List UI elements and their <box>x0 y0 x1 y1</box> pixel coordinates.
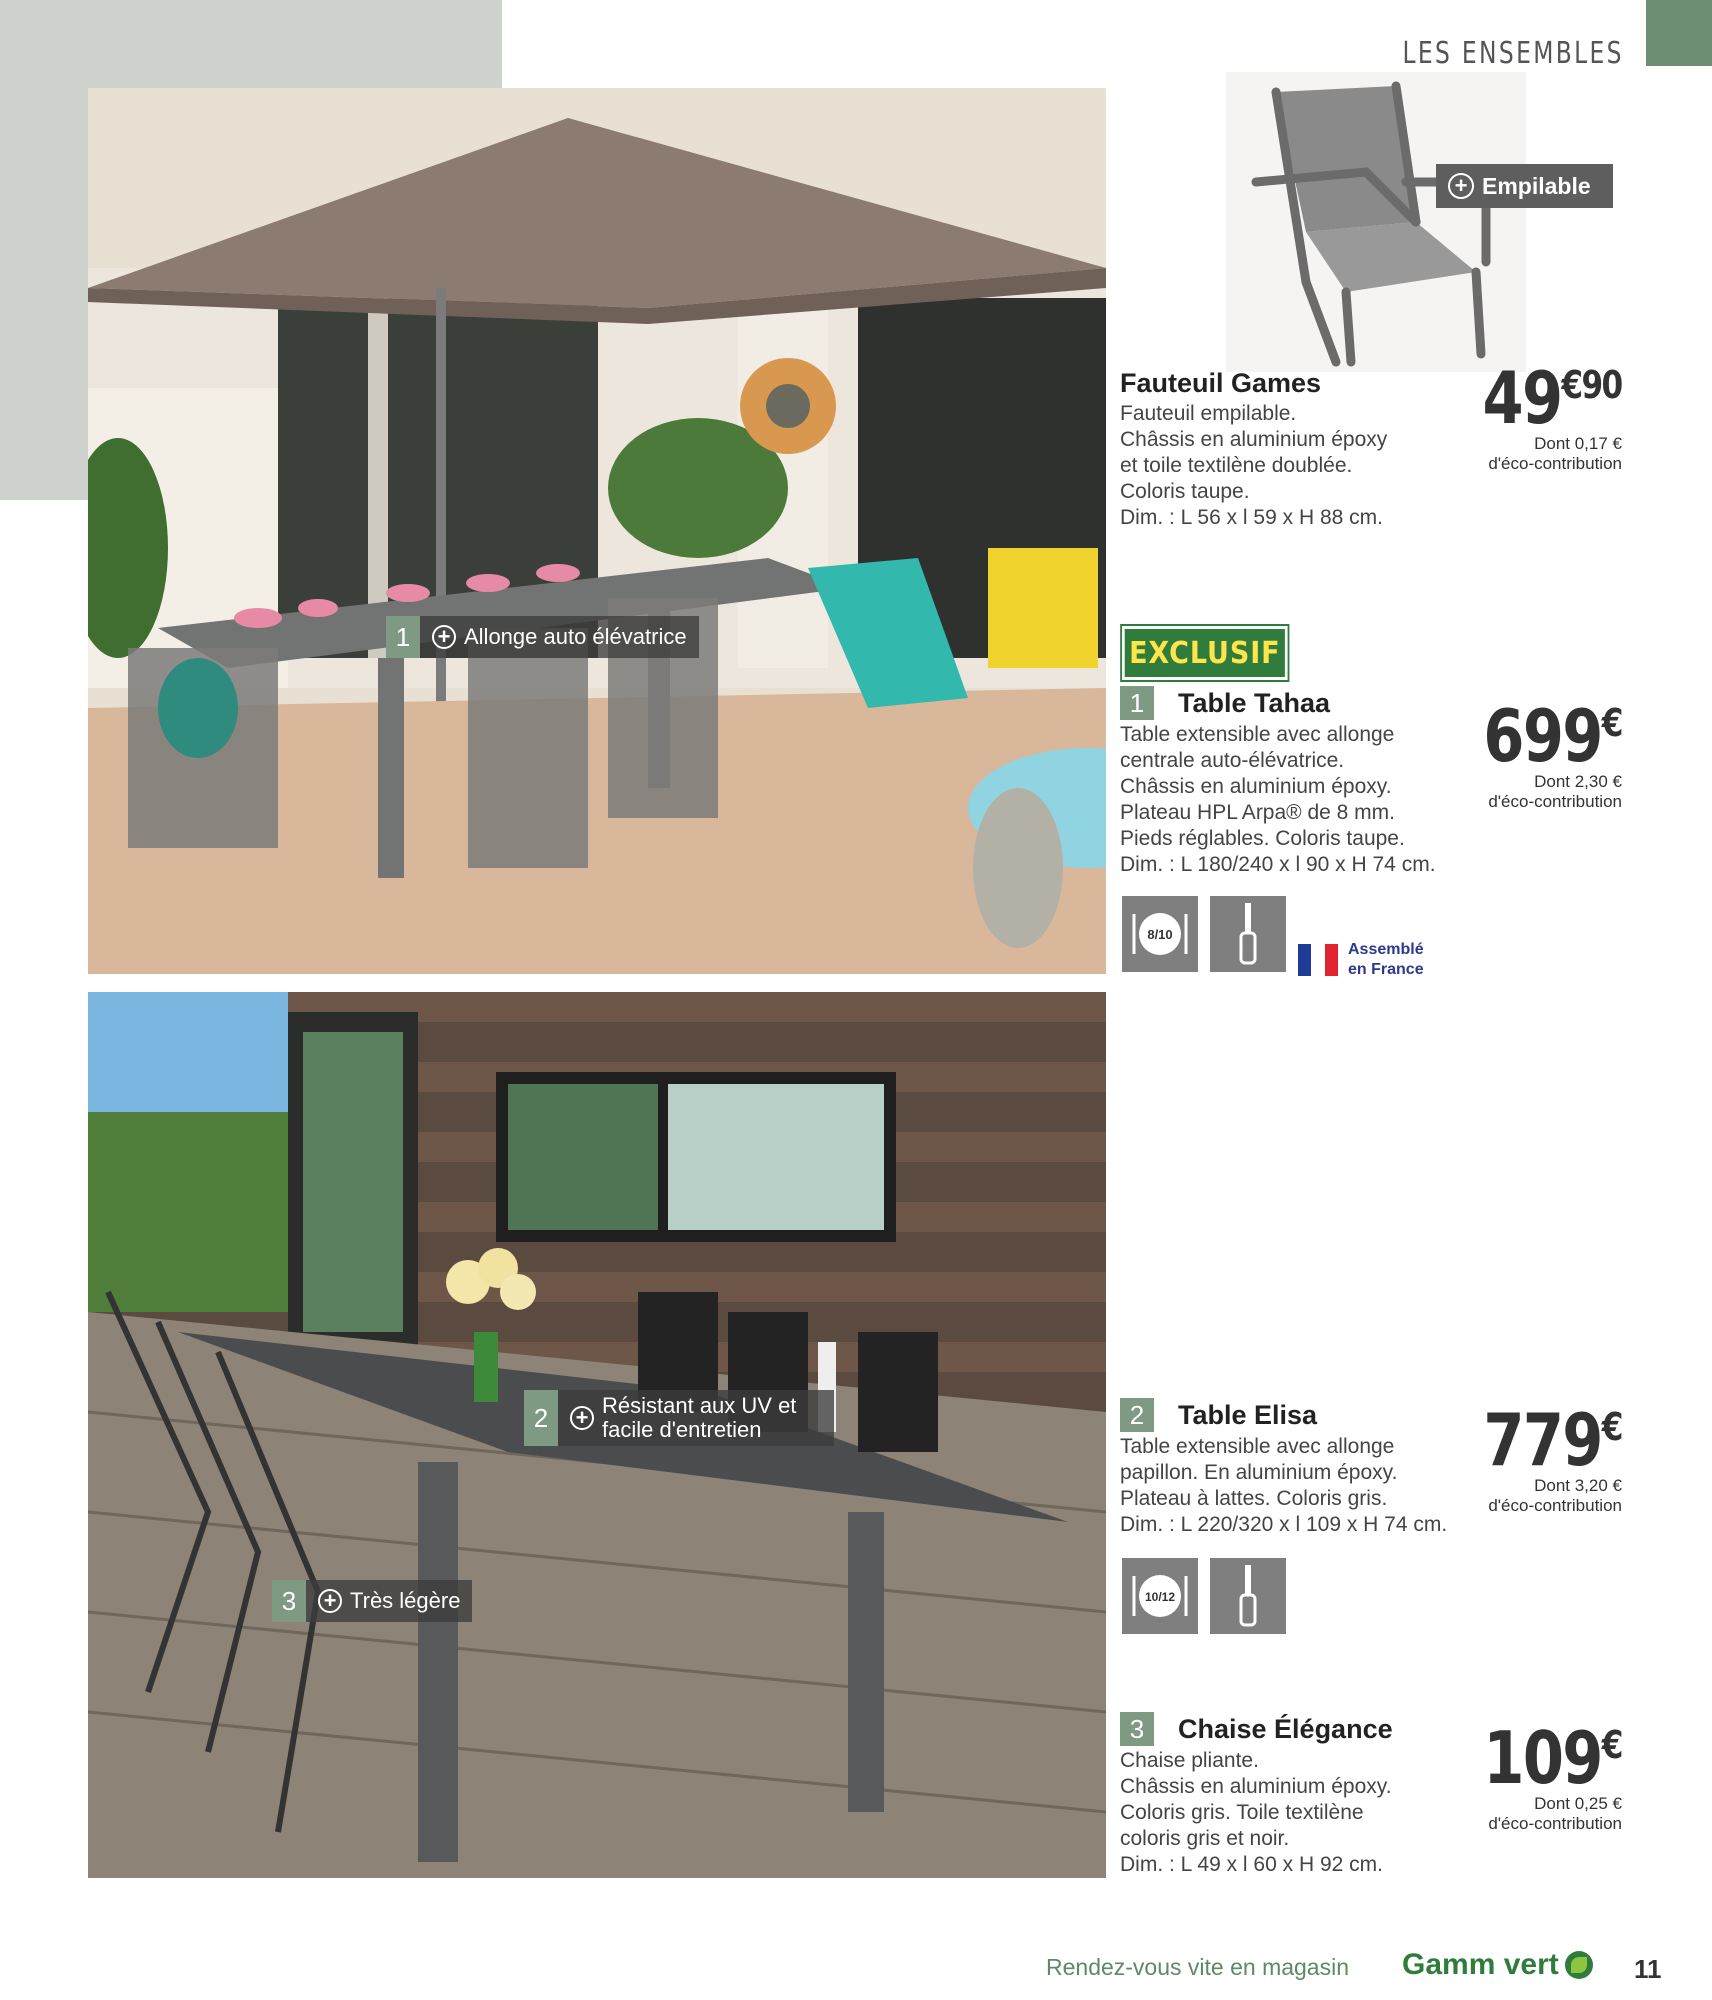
product-description <box>1120 722 1480 878</box>
product-chaise-elegance <box>1120 1712 1480 1878</box>
desc-line: centrale auto-élévatrice. <box>1120 749 1345 772</box>
eco-contribution-line: Dont 2,30 € <box>1534 772 1622 791</box>
desc-line: Chaise pliante. <box>1120 1749 1259 1772</box>
price-chaise-elegance <box>1453 1716 1622 1834</box>
exclusive-badge: EXCLUSIF <box>1122 626 1288 680</box>
screwdriver-icon <box>1210 1558 1286 1634</box>
product-table-elisa <box>1120 1398 1480 1538</box>
assembled-line: Assemblé <box>1348 941 1424 958</box>
product-description <box>1120 401 1480 531</box>
plus-icon: + <box>318 1589 342 1613</box>
screwdriver-icon <box>1210 896 1286 972</box>
desc-line: Pieds réglables. Coloris taupe. <box>1120 827 1405 850</box>
desc-line: papillon. En aluminium époxy. <box>1120 1461 1398 1484</box>
callout-uv-resistant <box>524 1390 834 1446</box>
photo-wooden-deck <box>88 992 1106 1878</box>
callout-number: 1 <box>386 616 420 658</box>
assembled-line: en France <box>1348 961 1424 978</box>
price-value: 779€ <box>1483 1398 1622 1482</box>
desc-line: Dim. : L 49 x l 60 x H 92 cm. <box>1120 1853 1383 1876</box>
eco-contribution-line: Dont 0,25 € <box>1534 1794 1622 1813</box>
product-description <box>1120 1434 1480 1538</box>
seats-text: 10/12 <box>1144 1590 1176 1604</box>
desc-line: Châssis en aluminium époxy. <box>1120 1775 1392 1798</box>
desc-line: et toile textilène doublée. <box>1120 454 1353 477</box>
eco-contribution-label: d'éco-contribution <box>1488 1814 1622 1833</box>
desc-line: Plateau HPL Arpa® de 8 mm. <box>1120 801 1395 824</box>
desc-line: Châssis en aluminium époxy. <box>1120 775 1392 798</box>
callout-auto-extension <box>386 616 699 658</box>
eco-contribution-label: d'éco-contribution <box>1488 792 1622 811</box>
seating-capacity-icon <box>1122 896 1198 972</box>
desc-line: Table extensible avec allonge <box>1120 1435 1395 1458</box>
callout-number: 3 <box>272 1580 306 1622</box>
desc-line: Dim. : L 180/240 x l 90 x H 74 cm. <box>1120 853 1436 876</box>
seats-text: 8/10 <box>1147 927 1173 942</box>
callout-number: 2 <box>524 1390 558 1446</box>
callout-text: Très légère <box>350 1588 461 1613</box>
seating-capacity-icon <box>1122 1558 1198 1634</box>
footer-slogan: Rendez-vous vite en magasin <box>1046 1954 1349 1980</box>
french-flag-icon <box>1298 944 1338 976</box>
price-table-elisa <box>1453 1398 1622 1516</box>
product-table-tahaa <box>1120 686 1480 878</box>
desc-line: Dim. : L 56 x l 59 x H 88 cm. <box>1120 506 1383 529</box>
product-number: 2 <box>1120 1398 1154 1432</box>
brand-logo <box>1402 1948 1593 1982</box>
price-fauteuil-games <box>1452 356 1622 474</box>
product-number: 3 <box>1120 1712 1154 1746</box>
assembled-in-france <box>1348 940 1424 980</box>
eco-contribution-label: d'éco-contribution <box>1488 1496 1622 1515</box>
callout-lightweight <box>272 1580 472 1622</box>
price-value: $49^{€90}$ <box>1482 356 1622 440</box>
product-number: 1 <box>1120 686 1154 720</box>
desc-line: coloris gris et noir. <box>1120 1827 1290 1850</box>
desc-line: Coloris gris. Toile textilène <box>1120 1801 1364 1824</box>
desc-line: Plateau à lattes. Coloris gris. <box>1120 1487 1388 1510</box>
product-name: 3 Chaise Élégance <box>1120 1712 1480 1746</box>
product-description <box>1120 1748 1480 1878</box>
product-name: 2 Table Elisa <box>1120 1398 1480 1432</box>
eco-contribution-line: Dont 3,20 € <box>1534 1476 1622 1495</box>
desc-line: Châssis en aluminium époxy <box>1120 428 1388 451</box>
stackable-badge <box>1436 164 1613 208</box>
eco-contribution-label: d'éco-contribution <box>1488 454 1622 473</box>
plus-icon: + <box>1448 173 1474 199</box>
photo-terrace-parasol <box>88 88 1106 974</box>
brand-name: Gamm vert <box>1402 1948 1559 1981</box>
product-name: 1 Table Tahaa <box>1120 686 1480 720</box>
price-table-tahaa <box>1453 694 1622 812</box>
plus-icon: + <box>432 625 456 649</box>
desc-line: Coloris taupe. <box>1120 480 1250 503</box>
plus-icon: + <box>570 1406 594 1430</box>
product-name: Fauteuil Games <box>1120 368 1322 398</box>
eco-contribution-line: Dont 0,17 € <box>1534 434 1622 453</box>
product-fauteuil-games <box>1120 368 1480 531</box>
desc-line: Dim. : L 220/320 x l 109 x H 74 cm. <box>1120 1513 1448 1536</box>
desc-line: Table extensible avec allonge <box>1120 723 1395 746</box>
leaf-logo-icon <box>1565 1951 1593 1979</box>
desc-line: Fauteuil empilable. <box>1120 402 1297 425</box>
section-title: LES ENSEMBLES <box>1402 36 1624 71</box>
callout-text: Allonge auto élévatrice <box>464 624 687 649</box>
chair-product-image <box>1226 72 1526 372</box>
callout-text: Résistant aux UV et facile d'entretien <box>602 1393 797 1442</box>
badge-text: Empilable <box>1482 172 1591 199</box>
section-tab-block <box>1646 0 1712 66</box>
price-value: 109€ <box>1483 1716 1622 1800</box>
page-number: 11 <box>1634 1954 1662 1984</box>
price-value: 699€ <box>1483 694 1622 778</box>
